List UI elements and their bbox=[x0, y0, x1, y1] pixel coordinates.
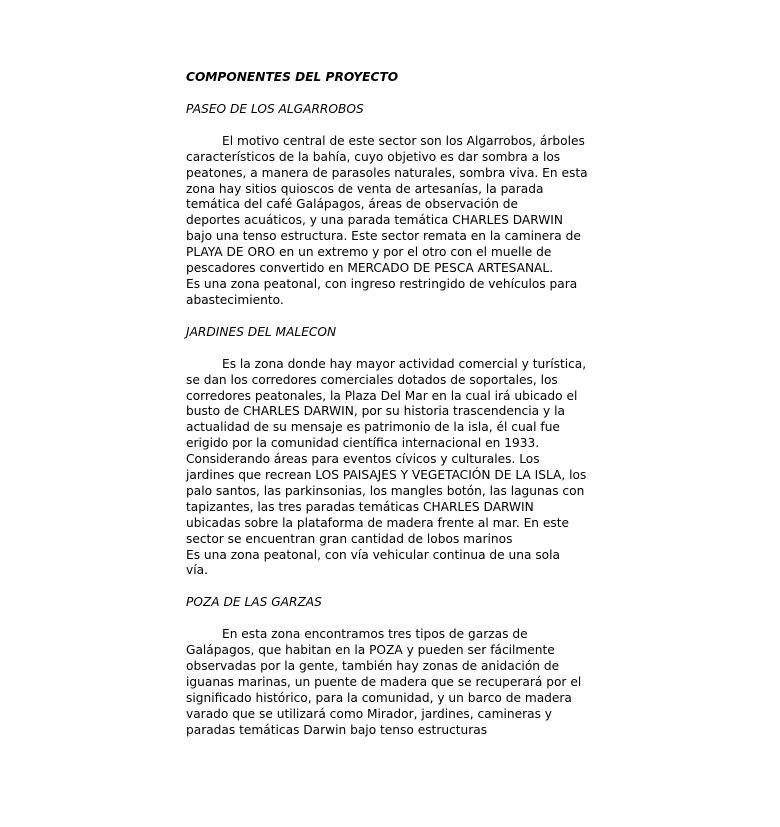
document-page bbox=[186, 70, 586, 739]
paragraph-line: paradas temáticas Darwin bajo tenso estructuras bbox=[186, 722, 488, 737]
spacer bbox=[186, 611, 586, 627]
spacer bbox=[186, 86, 586, 102]
paragraph-line: observadas por la gente, también hay zonas de anidación de bbox=[186, 659, 560, 674]
paragraph-line: característicos de la bahía, cuyo objetivo es dar sombra a los bbox=[186, 149, 561, 164]
section-body-jardines bbox=[186, 357, 586, 580]
spacer bbox=[186, 309, 586, 325]
document-title: COMPONENTES DEL PROYECTO bbox=[186, 70, 399, 84]
paragraph-line: peatones, a manera de parasoles naturales, sombra viva. En esta bbox=[186, 165, 588, 180]
paragraph-line: Considerando áreas para eventos cívicos y culturales. Los bbox=[186, 452, 540, 467]
paragraph-line: ubicadas sobre la plataforma de madera frente al mar. En este bbox=[186, 515, 569, 530]
paragraph-line: significado histórico, para la comunidad, y un barco de madera bbox=[186, 690, 572, 705]
section-heading-poza: POZA DE LAS GARZAS bbox=[186, 595, 322, 610]
paragraph-line: erigido por la comunidad científica internacional en 1933. bbox=[186, 436, 540, 451]
spacer bbox=[186, 341, 586, 357]
paragraph-line: Galápagos, que habitan en la POZA y pueden ser fácilmente bbox=[186, 643, 555, 658]
paragraph-line: El motivo central de este sector son los Algarrobos, árboles bbox=[222, 133, 585, 148]
section-heading-jardines: JARDINES DEL MALECON bbox=[186, 324, 337, 339]
paragraph-line: temática del café Galápagos, áreas de observación de bbox=[186, 197, 519, 212]
paragraph-line: busto de CHARLES DARWIN, por su historia trascendencia y la bbox=[186, 404, 565, 419]
section-heading-paseo: PASEO DE LOS ALGARROBOS bbox=[186, 101, 364, 116]
paragraph-line: Es una zona peatonal, con ingreso restringido de vehículos para bbox=[186, 276, 578, 291]
paragraph-line: jardines que recrean LOS PAISAJES Y VEGETACIÓN DE LA ISLA, los bbox=[186, 468, 587, 483]
section-body-poza bbox=[186, 627, 586, 738]
paragraph-line: actualidad de su mensaje es patrimonio de la isla, él cual fue bbox=[186, 420, 560, 435]
paragraph-line: deportes acuáticos, y una parada temática CHARLES DARWIN bbox=[186, 213, 564, 228]
paragraph-line: Es una zona peatonal, con vía vehicular continua de una sola bbox=[186, 547, 560, 562]
spacer bbox=[186, 118, 586, 134]
spacer bbox=[186, 579, 586, 595]
paragraph-line: tapizantes, las tres paradas temáticas CHARLES DARWIN bbox=[186, 499, 534, 514]
paragraph-line: varado que se utilizará como Mirador, jardines, camineras y bbox=[186, 706, 553, 721]
paragraph-line: bajo una tenso estructura. Este sector remata en la caminera de bbox=[186, 229, 581, 244]
paragraph-line: Es la zona donde hay mayor actividad comercial y turística, bbox=[222, 356, 587, 371]
paragraph-line: vía. bbox=[186, 563, 208, 578]
paragraph-line: palo santos, las parkinsonias, los mangles botón, las lagunas con bbox=[186, 483, 585, 498]
paragraph-line: PLAYA DE ORO en un extremo y por el otro con el muelle de bbox=[186, 245, 552, 260]
paragraph-line: En esta zona encontramos tres tipos de garzas de bbox=[222, 627, 528, 642]
paragraph-line: sector se encuentran gran cantidad de lobos marinos bbox=[186, 531, 513, 546]
paragraph-line: zona hay sitios quioscos de venta de artesanías, la parada bbox=[186, 181, 544, 196]
paragraph-line: corredores peatonales, la Plaza Del Mar en la cual irá ubicado el bbox=[186, 388, 578, 403]
paragraph-line: se dan los corredores comerciales dotados de soportales, los bbox=[186, 372, 558, 387]
paragraph-line: pescadores convertido en MERCADO DE PESCA ARTESANAL. bbox=[186, 261, 554, 276]
section-body-paseo bbox=[186, 134, 586, 309]
paragraph-line: iguanas marinas, un puente de madera que se recuperará por el bbox=[186, 675, 582, 689]
paragraph-line: abastecimiento. bbox=[186, 292, 284, 307]
